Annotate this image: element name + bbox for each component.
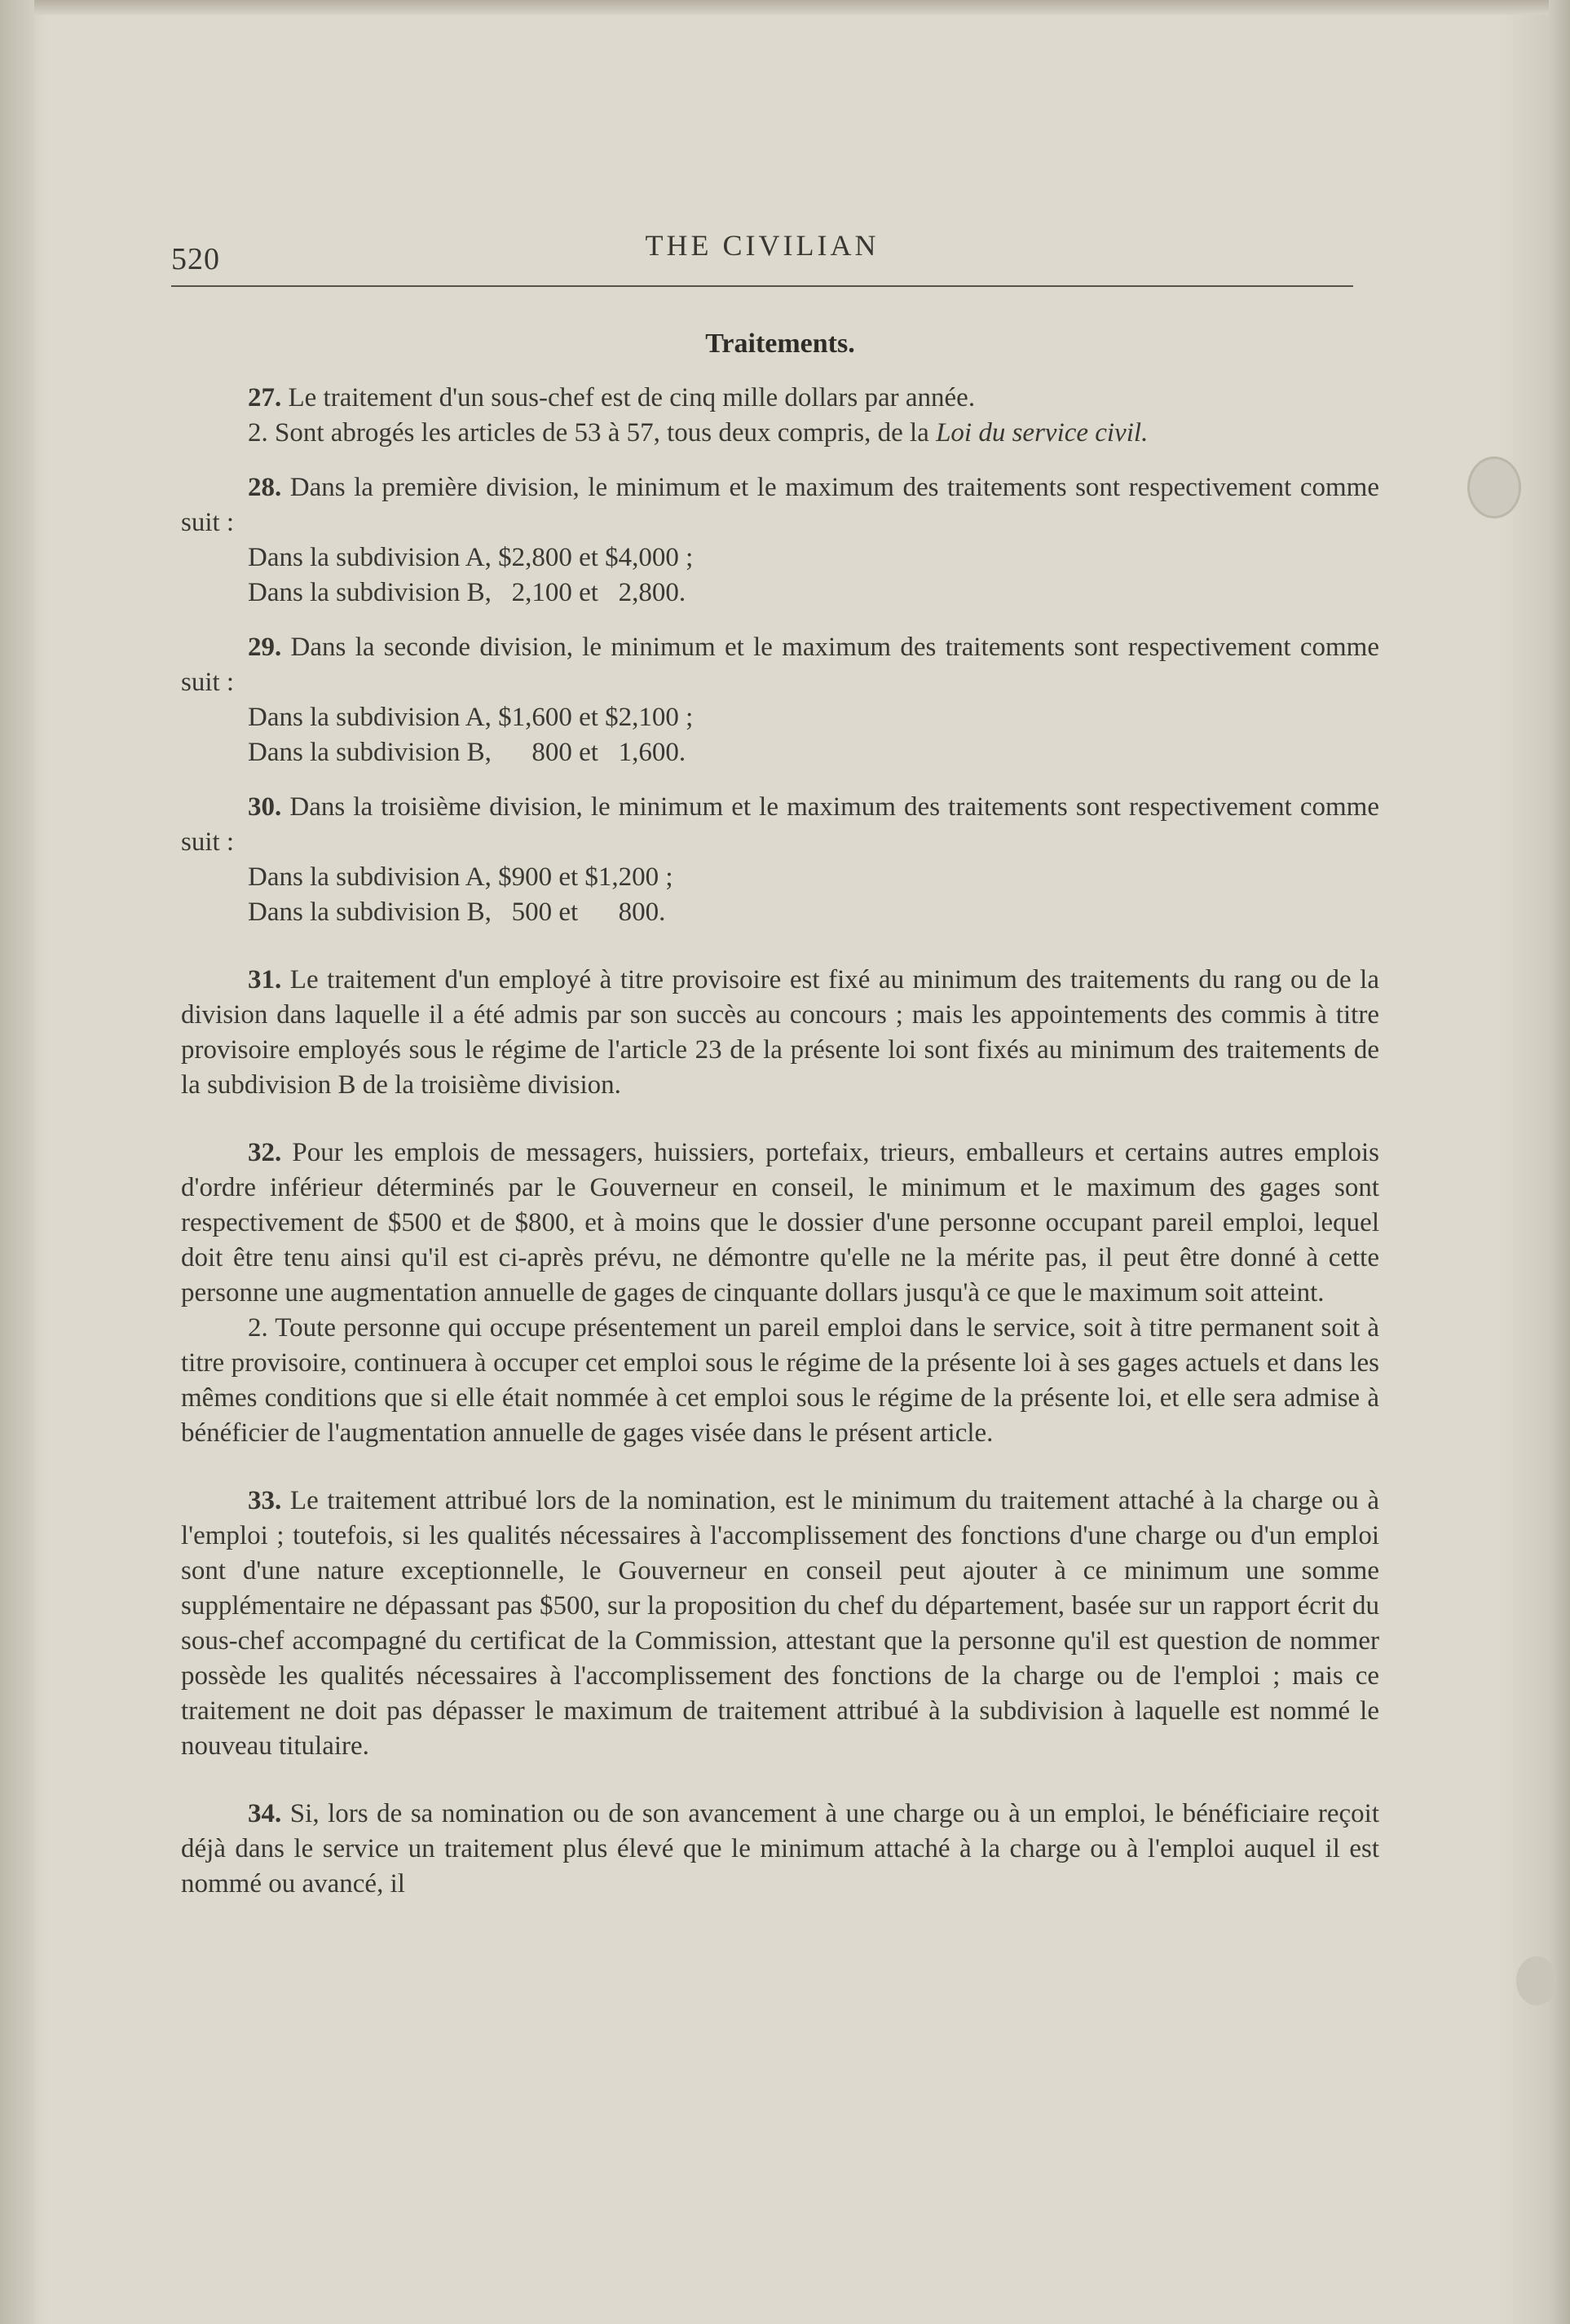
article-text: Pour les emplois de messagers, huissiers, portefaix, trieurs, emballeurs et certains autres emplois d'ordre inférieur déterminés par le Gouverneur en conseil, le minimum et le maximum des gages sont respectivement de $500 et de $800, et à moins que le dossier d'une personne occupant pareil emploi, lequel doit être tenu ainsi qu'il est ci-après prévu, ne démontre qu'elle ne la mérite pas, il peut être donné à cette personne une augmentation annuelle de gages de cinquante dollars jusqu'à ce que le maximum soit atteint. [181,1138,1379,1308]
salary-schedule [181,540,1379,611]
article-paragraph [181,963,1379,1103]
salary-line: Dans la subdivision A, $1,600 et $2,100 ; [248,703,694,732]
article-text: Si, lors de sa nomination ou de son avancement à une charge ou à un emploi, le bénéficiaire reçoit déjà dans le service un traitement plus élevé que le minimum attaché à la charge ou à l'emploi auquel il est nommé ou avancé, il [181,1799,1380,1898]
article-paragraph [181,470,1379,540]
article-number: 32. [248,1138,282,1167]
article-text: Le traitement d'un employé à titre provisoire est fixé au minimum des traitements du rang ou de la division dans laquelle il a été admis par son succès au concours ; mais les appointements des commis à titre provisoire employés sous le régime de l'article 23 de la présente loi sont fixés au minimum des traitements de la subdivision B de la troisième division. [181,965,1379,1100]
salary-line: Dans la subdivision B, 500 et 800. [248,897,666,927]
article-30 [181,790,1379,930]
paper-blemish [1516,1956,1557,2005]
running-title: THE CIVILIAN [645,229,880,262]
article-paragraph [181,630,1379,700]
salary-line: Dans la subdivision A, $2,800 et $4,000 ; [248,543,694,572]
article-31 [181,963,1379,1103]
article-paragraph [181,381,1379,416]
article-paragraph [181,1797,1379,1902]
article-text: Dans la seconde division, le minimum et le maximum des traitements sont respectivement comme suit : [181,633,1379,697]
article-paragraph [181,790,1379,860]
article-text: Le traitement d'un sous-chef est de cinq mille dollars par année. [288,383,976,412]
article-text: Dans la troisième division, le minimum et le maximum des traitements sont respectivement comme suit : [181,792,1379,857]
page-top-edge [0,0,1570,15]
article-number: 30. [248,792,282,822]
salary-schedule [181,700,1379,770]
salary-line: Dans la subdivision B, 800 et 1,600. [248,738,686,767]
article-34 [181,1797,1379,1902]
article-paragraph [181,1136,1379,1311]
article-32 [181,1136,1379,1451]
salary-line: Dans la subdivision A, $900 et $1,200 ; [248,862,673,892]
article-text: Le traitement attribué lors de la nomination, est le minimum du traitement attaché à la charge ou à l'emploi ; toutefois, si les qualités nécessaires à l'accomplissement des fonctions d'une charge ou d'un emploi sont d'une nature exceptionnelle, le Gouverneur en conseil peut ajouter à ce minimum une somme supplémentaire ne dépassant pas $500, sur la proposition du chef du département, basée sur un rapport écrit du sous-chef accompagné du certificat de la Commission, attestant que la personne qu'il est question de nommer possède les qualités nécessaires à l'accomplissement des fonctions de la charge ou de l'emploi ; mais ce traitement ne doit pas dépasser le maximum de traitement attribué à la subdivision à laquelle est nommé le nouveau titulaire. [181,1486,1380,1761]
article-number: 28. [248,473,282,502]
page-content [181,322,1379,1921]
article-text: Dans la première division, le minimum et le maximum des traitements sont respectivement comme suit : [181,473,1379,537]
article-number: 34. [248,1799,282,1828]
article-29 [181,630,1379,770]
article-number: 27. [248,383,282,412]
article-number: 29. [248,633,282,662]
salary-schedule [181,860,1379,930]
paper-blemish [1467,456,1521,518]
salary-line: Dans la subdivision B, 2,100 et 2,800. [248,578,686,607]
section-heading: Traitements. [705,329,855,359]
article-33 [181,1484,1379,1764]
article-number: 33. [248,1486,282,1515]
article-paragraph [181,1484,1379,1764]
running-head [171,227,1353,284]
header-rule [171,285,1353,287]
page-number: 520 [171,242,220,276]
page-binding-edge [0,0,34,2324]
article-28 [181,470,1379,611]
article-subsection: 2. Toute personne qui occupe présentement un pareil emploi dans le service, soit à titre permanent soit à titre provisoire, continuera à occuper cet emploi sous le régime de la présente loi à ses gages actuels et dans les mêmes conditions que si elle était nommée à cet emploi sous le régime de la présente loi, et elle sera admise à bénéficier de l'augmentation annuelle de gages visée dans le présent article. [181,1313,1379,1448]
article-subsection: 2. Sont abrogés les articles de 53 à 57, tous deux compris, de la Loi du service civil. [248,418,1149,448]
article-number: 31. [248,965,282,994]
statute-title: Loi du service civil. [936,418,1149,448]
article-27 [181,381,1379,451]
